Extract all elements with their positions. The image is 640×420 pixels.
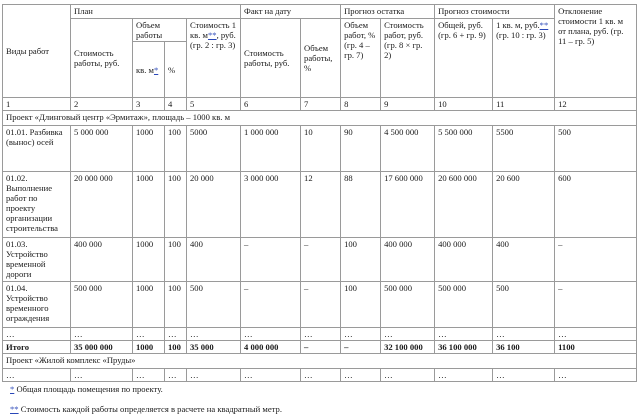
cell: 600: [555, 172, 637, 238]
total-cell: –: [341, 341, 381, 354]
cell: –: [241, 282, 301, 328]
table-row: [3, 369, 637, 382]
cell: …: [493, 369, 555, 382]
cell: –: [301, 282, 341, 328]
header-pct: %: [165, 42, 187, 98]
cell-work-name: 01.02. Выполнение работ по проекту организации строительства: [3, 172, 71, 238]
unit-cost-label: 1 кв. м, руб.: [496, 20, 540, 30]
cell: …: [381, 328, 435, 341]
cell: 5 500 000: [435, 126, 493, 172]
cell: 400: [187, 238, 241, 282]
column-numbers-row: [3, 98, 637, 111]
cell: …: [555, 369, 637, 382]
cell: 17 600 000: [381, 172, 435, 238]
header-cost-forecast: Прогноз стоимости: [435, 5, 555, 19]
project-title: Проект «Длинговый центр «Эрмитаж», площадь – 1000 кв. м: [3, 111, 637, 126]
total-cell: 1100: [555, 341, 637, 354]
cell: 100: [165, 126, 187, 172]
cell: 5 000 000: [71, 126, 133, 172]
footnote-2: [10, 404, 282, 414]
cell: …: [165, 369, 187, 382]
cell: …: [241, 369, 301, 382]
total-cell: –: [301, 341, 341, 354]
cell: …: [133, 369, 165, 382]
cell: 100: [165, 238, 187, 282]
cell: 500: [555, 126, 637, 172]
cell: …: [493, 328, 555, 341]
header-plan-unit-cost: [187, 19, 241, 98]
cell: …: [241, 328, 301, 341]
cell: 5000: [187, 126, 241, 172]
cell: 100: [341, 282, 381, 328]
total-cell: 35 000: [187, 341, 241, 354]
table-row: [3, 126, 637, 172]
cell: …: [555, 328, 637, 341]
cell: 1000: [133, 126, 165, 172]
cell: …: [435, 369, 493, 382]
cell: …: [133, 328, 165, 341]
cell: 3 000 000: [241, 172, 301, 238]
plan-unit-cost-label: Стоимость 1 кв. м: [190, 20, 237, 40]
col-num: 10: [435, 98, 493, 111]
col-num: 3: [133, 98, 165, 111]
cell-work-name: 01.04. Устройство временного ограждения: [3, 282, 71, 328]
header-row-top: [3, 5, 637, 19]
cell: 1000: [133, 238, 165, 282]
cell: 400 000: [71, 238, 133, 282]
cell: 90: [341, 126, 381, 172]
header-plan-cost: Стоимость работы, руб.: [71, 19, 133, 98]
cell: 10: [301, 126, 341, 172]
cell: …: [71, 328, 133, 341]
kvm-label: кв. м: [136, 64, 154, 75]
cell: 100: [341, 238, 381, 282]
cell: 400 000: [435, 238, 493, 282]
table-row: [3, 238, 637, 282]
cell: 1000: [133, 172, 165, 238]
header-fact-cost: Стоимость работы, руб.: [241, 19, 301, 98]
cell: 12: [301, 172, 341, 238]
header-remain-cost: Стоимость работ, руб. (гр. 8 × гр. 2): [381, 19, 435, 98]
cell: 88: [341, 172, 381, 238]
total-cell: 4 000 000: [241, 341, 301, 354]
total-cell: 36 100: [493, 341, 555, 354]
col-num: 6: [241, 98, 301, 111]
cell: …: [341, 369, 381, 382]
cell: 1000: [133, 282, 165, 328]
footnote-text-2: Стоимость каждой работы определяется в расчете на квадратный метр.: [18, 404, 282, 414]
header-fact-volume: Объем работы, %: [301, 19, 341, 98]
cell: …: [71, 369, 133, 382]
project-row: [3, 111, 637, 126]
header-remain-volume: Объем работ, % (гр. 4 – гр. 7): [341, 19, 381, 98]
cell: …: [301, 328, 341, 341]
cell-work-name: …: [3, 328, 71, 341]
header-row-mid: [3, 19, 637, 42]
cell: –: [555, 282, 637, 328]
header-kvm: [133, 42, 165, 98]
cell: 400: [493, 238, 555, 282]
cell: 20 600 000: [435, 172, 493, 238]
total-cell: 35 000 000: [71, 341, 133, 354]
total-cell: 36 100 000: [435, 341, 493, 354]
col-num: 12: [555, 98, 637, 111]
cell: 500 000: [435, 282, 493, 328]
header-deviation: Отклонение стоимости 1 кв. м от плана, руб. (гр. 11 – гр. 5): [555, 5, 637, 98]
col-num: 2: [71, 98, 133, 111]
cell: …: [435, 328, 493, 341]
footnote-link-2[interactable]: **: [207, 30, 217, 40]
col-num: 4: [165, 98, 187, 111]
cell: –: [301, 238, 341, 282]
total-row: [3, 341, 637, 354]
cell: 400 000: [381, 238, 435, 282]
budget-table: [2, 4, 637, 382]
cell-work-name: 01.03. Устройство временной дороги: [3, 238, 71, 282]
cell: 5500: [493, 126, 555, 172]
cell-work-name: 01.01. Разбивка (вынос) осей: [3, 126, 71, 172]
cell: …: [187, 328, 241, 341]
col-num: 9: [381, 98, 435, 111]
table-row: [3, 282, 637, 328]
total-cell: 32 100 000: [381, 341, 435, 354]
cell: 100: [165, 282, 187, 328]
cell: 500: [493, 282, 555, 328]
footnote-mark-2[interactable]: **: [10, 404, 19, 414]
footnote-text-1: Общая площадь помещения по проекту.: [14, 384, 163, 394]
table-row: [3, 172, 637, 238]
footnote-link-1[interactable]: *: [153, 64, 159, 75]
footnote-link-2b[interactable]: **: [539, 20, 549, 30]
cell: –: [241, 238, 301, 282]
cell: 4 500 000: [381, 126, 435, 172]
cell: 20 000 000: [71, 172, 133, 238]
cell: …: [3, 369, 71, 382]
cell: 1 000 000: [241, 126, 301, 172]
header-plan-volume: Объем работы: [133, 19, 187, 42]
cell: 100: [165, 172, 187, 238]
cell: 20 600: [493, 172, 555, 238]
col-num: 5: [187, 98, 241, 111]
header-remain-forecast: Прогноз остатка: [341, 5, 435, 19]
col-num: 8: [341, 98, 381, 111]
project-row: [3, 354, 637, 369]
plan-unit-cost-formula: , руб. (гр. 2 : гр. 3): [190, 30, 236, 50]
footnote-1: [10, 384, 163, 394]
cell: 500: [187, 282, 241, 328]
cell: …: [301, 369, 341, 382]
header-plan: План: [71, 5, 241, 19]
total-cell: 1000: [133, 341, 165, 354]
cell: …: [381, 369, 435, 382]
header-fact: Факт на дату: [241, 5, 341, 19]
header-total-cost: Общей, руб. (гр. 6 + гр. 9): [435, 19, 493, 98]
header-work-types: Виды работ: [3, 5, 71, 98]
cell: 20 000: [187, 172, 241, 238]
col-num: 1: [3, 98, 71, 111]
cell: …: [165, 328, 187, 341]
footnote-mark-1[interactable]: *: [10, 384, 15, 394]
table-row: [3, 328, 637, 341]
total-cell: 100: [165, 341, 187, 354]
unit-cost-formula: (гр. 10 : гр. 3): [496, 30, 546, 40]
cell: –: [555, 238, 637, 282]
cell: 500 000: [381, 282, 435, 328]
col-num: 7: [301, 98, 341, 111]
header-unit-cost: [493, 19, 555, 98]
cell: …: [187, 369, 241, 382]
cell: 500 000: [71, 282, 133, 328]
project-title: Проект «Жилой комплекс «Пруды»: [3, 354, 637, 369]
cell: …: [341, 328, 381, 341]
total-label: Итого: [3, 341, 71, 354]
col-num: 11: [493, 98, 555, 111]
